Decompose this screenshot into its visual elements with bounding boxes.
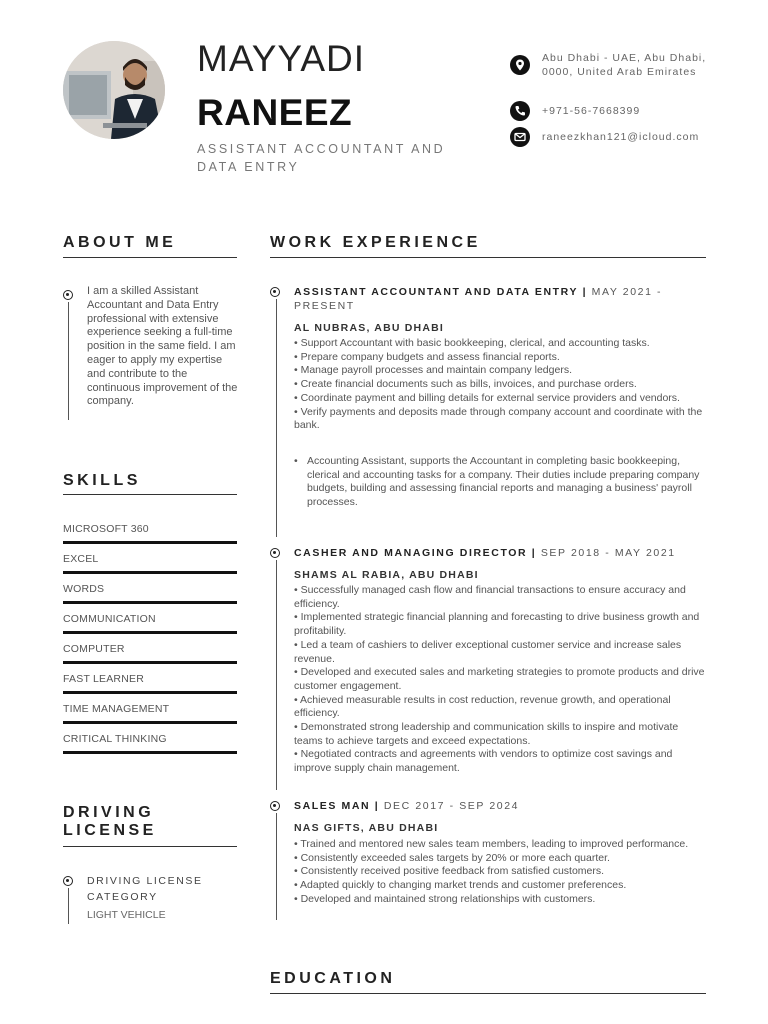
job-company: AL NUBRAS, ABU DHABI	[294, 322, 444, 334]
list-item: • Consistently exceeded sales targets by 20% or more each quarter.	[294, 852, 708, 866]
list-item: • Verify payments and deposits made through company account and coordinate with the bank.	[294, 406, 708, 433]
driving-divider	[63, 846, 237, 847]
about-heading: ABOUT ME	[63, 234, 177, 251]
envelope-icon	[510, 127, 530, 147]
list-item: • Prepare company budgets and assess financial reports.	[294, 351, 708, 365]
timeline-line	[276, 560, 277, 790]
profile-photo	[63, 41, 165, 139]
job-title: SALES MAN	[294, 800, 371, 812]
phone-icon	[510, 101, 530, 121]
skill-bar	[63, 631, 237, 634]
list-item: • Trained and mentored new sales team members, leading to improved performance.	[294, 838, 708, 852]
list-item: • Adapted quickly to changing market trends and customer preferences.	[294, 879, 708, 893]
list-item: • Manage payroll processes and maintain company ledgers.	[294, 364, 708, 378]
job-heading: SALES MAN | DEC 2017 - SEP 2024	[294, 800, 520, 812]
skill-bar	[63, 661, 237, 664]
timeline-dot-icon	[63, 290, 73, 300]
list-item: • Led a team of cashiers to deliver exceptional customer service and increase sales revenue.	[294, 639, 708, 666]
skill-bar	[63, 691, 237, 694]
skill-bar	[63, 601, 237, 604]
job-duties-list	[294, 584, 708, 776]
timeline-line	[68, 888, 69, 924]
driving-license-label: DRIVING LICENSE CATEGORY	[87, 875, 203, 903]
skill-label: WORDS	[63, 583, 105, 595]
education-divider	[270, 993, 706, 994]
job-summary: Accounting Assistant, supports the Accountant in completing basic bookkeeping, clerical and accounting tasks for a company. Their duties include preparing company budgets, building and assessing financial reports and managing a business' payroll processes.	[307, 455, 700, 509]
skills-divider	[63, 494, 237, 495]
location-pin-icon	[510, 55, 530, 75]
list-item: • Create financial documents such as bills, invoices, and purchase orders.	[294, 378, 708, 392]
skill-label: MICROSOFT 360	[63, 523, 149, 535]
timeline-line	[68, 302, 69, 420]
list-item: • Successfully managed cash flow and financial transactions to ensure accuracy and efficiency.	[294, 584, 708, 611]
job-duties-list	[294, 337, 708, 433]
job-date: DEC 2017 - SEP 2024	[383, 800, 520, 812]
about-divider	[63, 257, 237, 258]
list-item: • Achieved measurable results in cost reduction, revenue growth, and operational efficiency.	[294, 694, 708, 721]
work-divider	[270, 257, 706, 258]
first-name: MAYYADI	[197, 38, 366, 79]
timeline-line	[276, 813, 277, 920]
skill-bar	[63, 571, 237, 574]
job-heading: ASSISTANT ACCOUNTANT AND DATA ENTRY | MAY 2021 - PRESENT	[294, 286, 663, 312]
list-item: • Consistently received positive feedback from satisfied customers.	[294, 865, 708, 879]
contact-email[interactable]: raneezkhan121@icloud.com	[542, 131, 700, 143]
person-photo-icon	[63, 41, 165, 139]
job-date: MAY 2021 - PRESENT	[294, 286, 663, 312]
job-date: SEP 2018 - MAY 2021	[540, 547, 676, 559]
driving-license-value: LIGHT VEHICLE	[87, 909, 166, 921]
timeline-dot-icon	[270, 287, 280, 297]
driving-heading: DRIVING LICENSE	[63, 804, 157, 839]
list-item: • Developed and executed sales and marketing strategies to promote products and drive customer engagement.	[294, 666, 708, 693]
contact-address: Abu Dhabi - UAE, Abu Dhabi, 0000, United Arab Emirates	[542, 52, 707, 78]
timeline-dot-icon	[270, 548, 280, 558]
job-title: ASSISTANT ACCOUNTANT AND DATA ENTRY	[197, 142, 446, 174]
skill-label: COMPUTER	[63, 643, 125, 655]
about-text: I am a skilled Assistant Accountant and Data Entry professional with extensive experience seeking a full-time position in the same field. I am eager to apply my expertise and contribute to the continuous improvement of the company.	[87, 285, 238, 408]
work-heading: WORK EXPERIENCE	[270, 234, 481, 251]
job-company: SHAMS AL RABIA, ABU DHABI	[294, 569, 479, 581]
education-heading: EDUCATION	[270, 970, 396, 987]
job-title: ASSISTANT ACCOUNTANT AND DATA ENTRY	[294, 286, 579, 298]
job-title: CASHER AND MANAGING DIRECTOR	[294, 547, 528, 559]
list-item: • Negotiated contracts and agreements with vendors to optimize cost savings and improve supply chain management.	[294, 748, 708, 775]
timeline-dot-icon	[63, 876, 73, 886]
list-item: • Demonstrated strong leadership and communication skills to inspire and motivate teams to achieve targets and exceed expectations.	[294, 721, 708, 748]
skills-heading: SKILLS	[63, 472, 141, 489]
skill-bar	[63, 721, 237, 724]
timeline-line	[276, 299, 277, 537]
job-duties-list	[294, 838, 708, 907]
job-heading: CASHER AND MANAGING DIRECTOR | SEP 2018 - MAY 2021	[294, 547, 676, 559]
skill-label: CRITICAL THINKING	[63, 733, 167, 745]
skill-label: FAST LEARNER	[63, 673, 144, 685]
skill-label: EXCEL	[63, 553, 99, 565]
skill-label: TIME MANAGEMENT	[63, 703, 170, 715]
skill-bar	[63, 541, 237, 544]
job-company: NAS GIFTS, ABU DHABI	[294, 822, 439, 834]
last-name: RANEEZ	[197, 92, 353, 133]
bullet-mark: •	[294, 455, 298, 467]
list-item: • Implemented strategic financial planning and forecasting to drive business growth and profitability.	[294, 611, 708, 638]
list-item: • Support Accountant with basic bookkeeping, clerical, and accounting tasks.	[294, 337, 708, 351]
contact-phone[interactable]: +971-56-7668399	[542, 105, 641, 117]
list-item: • Coordinate payment and billing details for external service providers and vendors.	[294, 392, 708, 406]
skill-label: COMMUNICATION	[63, 613, 156, 625]
timeline-dot-icon	[270, 801, 280, 811]
skill-bar	[63, 751, 237, 754]
list-item: • Developed and maintained strong relationships with customers.	[294, 893, 708, 907]
